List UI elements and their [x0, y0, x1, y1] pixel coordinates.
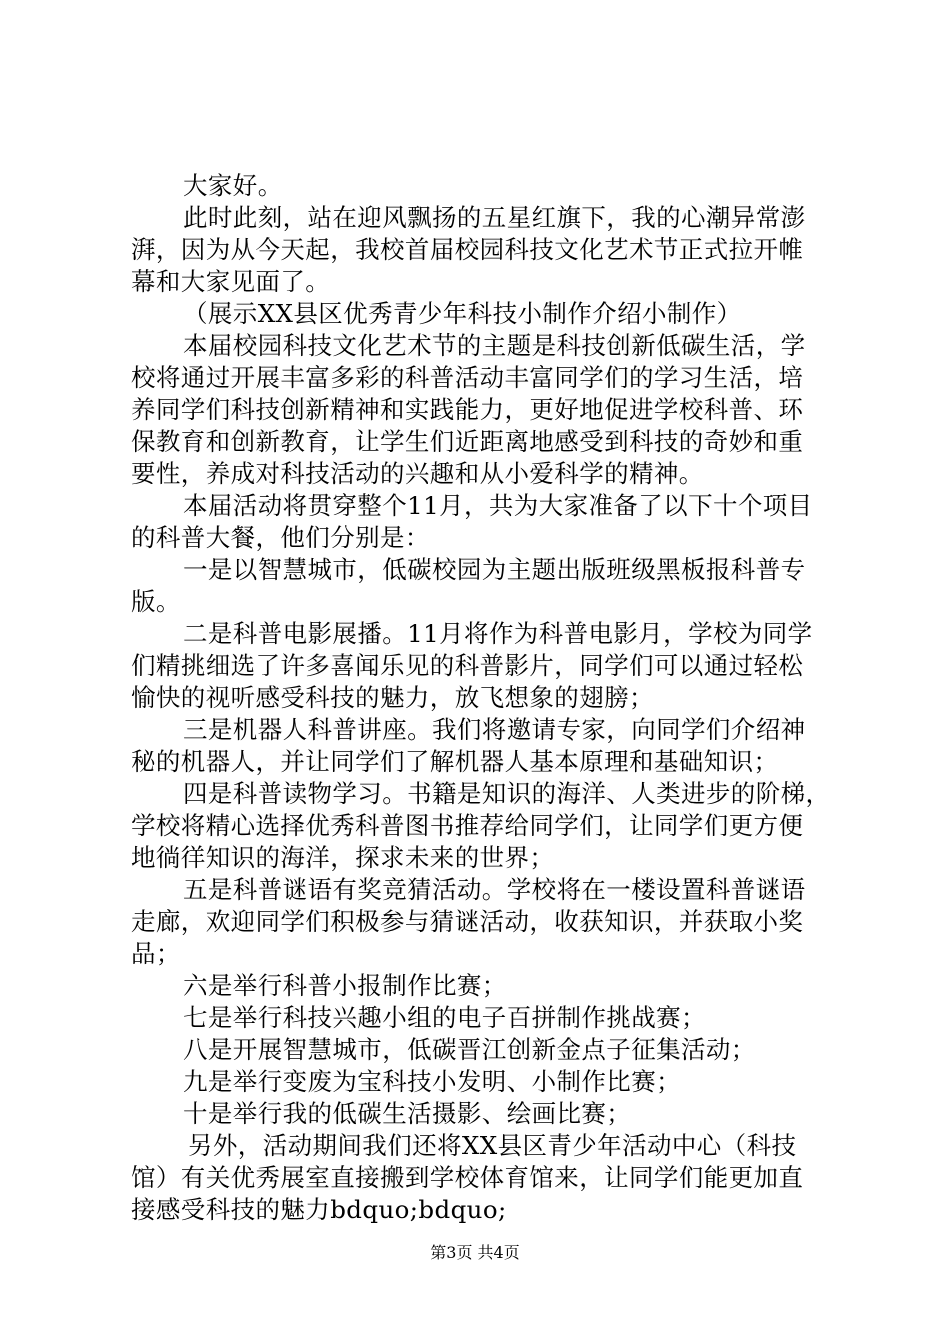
text-line: 地徜徉知识的海洋，探求未来的世界；	[131, 843, 555, 872]
text-line: 学校将精心选择优秀科普图书推荐给同学们，让同学们更方便	[131, 811, 804, 840]
text-line: 馆）有关优秀展室直接搬到学校体育馆来，让同学们能更加直	[131, 1163, 804, 1192]
text-line: 十是举行我的低碳生活摄影、绘画比赛；	[183, 1099, 632, 1128]
text-line: 湃，因为从今天起，我校首届校园科技文化艺术节正式拉开帷	[131, 235, 804, 264]
text-line: 校将通过开展丰富多彩的科普活动丰富同学们的学习生活，培	[131, 363, 804, 392]
text-line: 一是以智慧城市，低碳校园为主题出版班级黑板报科普专	[183, 555, 806, 584]
text-line: 养同学们科技创新精神和实践能力，更好地促进学校科普、环	[131, 395, 804, 424]
text-line: 要性，养成对科技活动的兴趣和从小爱科学的精神。	[131, 459, 704, 488]
text-line: 此时此刻，站在迎风飘扬的五星红旗下，我的心潮异常澎	[183, 203, 806, 232]
text-line: 接感受科技的魅力bdquo;bdquo;	[131, 1195, 507, 1224]
text-line: 二是科普电影展播。11月将作为科普电影月，学校为同学	[183, 619, 813, 648]
text-line: 秘的机器人，并让同学们了解机器人基本原理和基础知识；	[131, 747, 779, 776]
text-line: 九是举行变废为宝科技小发明、小制作比赛；	[183, 1067, 681, 1096]
text-line: 的科普大餐，他们分别是：	[131, 523, 430, 552]
text-line: 本届活动将贯穿整个11月，共为大家准备了以下十个项目	[183, 491, 813, 520]
page-footer: 第3页 共4页	[430, 1243, 520, 1262]
text-line: 愉快的视听感受科技的魅力，放飞想象的翅膀；	[131, 683, 654, 712]
text-line: 五是科普谜语有奖竞猜活动。学校将在一楼设置科普谜语	[183, 875, 806, 904]
text-line: （展示XX县区优秀青少年科技小制作介绍小制作）	[183, 299, 742, 328]
text-line: 品；	[131, 939, 181, 968]
text-line: 本届校园科技文化艺术节的主题是科技创新低碳生活，学	[183, 331, 806, 360]
text-line: 八是开展智慧城市，低碳晋江创新金点子征集活动；	[183, 1035, 756, 1064]
text-line: 大家好。	[183, 171, 283, 200]
text-line: 另外，活动期间我们还将XX县区青少年活动中心（科技	[188, 1131, 797, 1160]
text-line: 七是举行科技兴趣小组的电子百拼制作挑战赛；	[183, 1003, 706, 1032]
text-line: 幕和大家见面了。	[131, 267, 331, 296]
text-line: 们精挑细选了许多喜闻乐见的科普影片，同学们可以通过轻松	[131, 651, 804, 680]
text-line: 六是举行科普小报制作比赛；	[183, 971, 507, 1000]
text-line: 走廊，欢迎同学们积极参与猜谜活动，收获知识，并获取小奖	[131, 907, 804, 936]
text-line: 保教育和创新教育，让学生们近距离地感受到科技的奇妙和重	[131, 427, 804, 456]
text-line: 版。	[131, 587, 181, 616]
text-line: 三是机器人科普讲座。我们将邀请专家，向同学们介绍神	[183, 715, 806, 744]
text-line: 四是科普读物学习。书籍是知识的海洋、人类进步的阶梯，	[183, 779, 831, 808]
